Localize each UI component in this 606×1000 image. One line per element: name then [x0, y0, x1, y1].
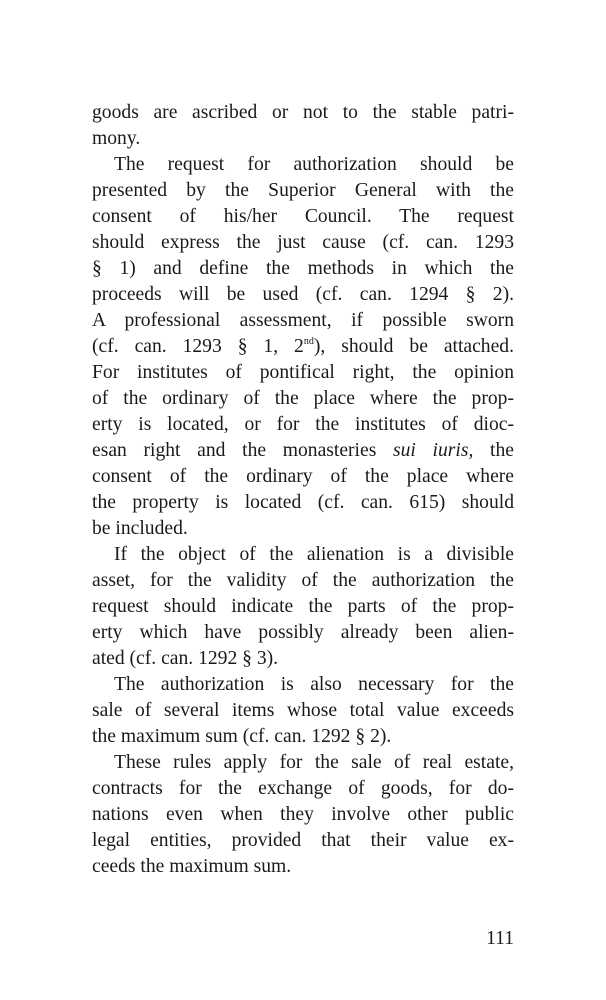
page-number: 111 [486, 928, 514, 949]
text-line [92, 516, 514, 542]
text-segment: presented by the Superior General with the [92, 180, 514, 201]
text-segment: request should indicate the parts of the prop- [92, 596, 514, 617]
text-segment: esan right and the monasteries [92, 440, 393, 461]
text-segment: These rules apply for the sale of real estate, [114, 752, 514, 773]
text-line [92, 100, 514, 126]
text-segment: contracts for the exchange of goods, for do- [92, 778, 514, 799]
text-line [92, 204, 514, 230]
text-line [92, 178, 514, 204]
text-segment: A professional assessment, if possible sworn [92, 310, 514, 331]
text-segment: nations even when they involve other public [92, 804, 514, 825]
text-segment: mony. [92, 128, 141, 149]
text-segment: goods are ascribed or not to the stable patri- [92, 102, 514, 123]
text-line [92, 308, 514, 334]
text-segment: be included. [92, 518, 188, 539]
text-line [92, 776, 514, 802]
text-segment: ated (cf. can. 1292 § 3). [92, 648, 279, 669]
text-line [92, 464, 514, 490]
text-segment: The authorization is also necessary for the [114, 674, 514, 695]
text-segment: the maximum sum (cf. can. 1292 § 2). [92, 726, 392, 747]
text-line [92, 542, 514, 568]
text-line [92, 724, 514, 750]
text-segment: the [473, 440, 514, 461]
text-segment: consent of the ordinary of the place where [92, 466, 514, 487]
text-segment: legal entities, provided that their value ex- [92, 830, 514, 851]
text-line [92, 568, 514, 594]
text-segment: ceeds the maximum sum. [92, 856, 292, 877]
text-line [92, 334, 514, 360]
text-segment: erty is located, or for the institutes of dioc- [92, 414, 514, 435]
body-text [92, 100, 514, 880]
text-line [92, 646, 514, 672]
text-line [92, 126, 514, 152]
text-segment: sale of several items whose total value exceeds [92, 700, 514, 721]
text-line [92, 438, 514, 464]
text-line [92, 282, 514, 308]
text-segment: erty which have possibly already been alien- [92, 622, 514, 643]
text-line [92, 412, 514, 438]
text-line [92, 672, 514, 698]
text-line [92, 620, 514, 646]
text-line [92, 490, 514, 516]
text-segment: should express the just cause (cf. can. 1293 [92, 232, 514, 253]
text-segment: For institutes of pontifical right, the opinion [92, 362, 514, 383]
text-line [92, 256, 514, 282]
text-line [92, 230, 514, 256]
text-line [92, 750, 514, 776]
text-line [92, 698, 514, 724]
text-line [92, 828, 514, 854]
superscript: nd [303, 336, 314, 347]
text-line [92, 854, 514, 880]
italic-text: sui iuris, [393, 440, 474, 461]
text-line [92, 386, 514, 412]
text-segment: proceeds will be used (cf. can. 1294 § 2). [92, 284, 514, 305]
text-segment: The request for authorization should be [114, 154, 514, 175]
text-line [92, 594, 514, 620]
text-segment: ), should be attached. [313, 336, 514, 357]
text-segment: asset, for the validity of the authorization the [92, 570, 514, 591]
text-segment: of the ordinary of the place where the prop- [92, 388, 514, 409]
text-line [92, 152, 514, 178]
text-segment: consent of his/her Council. The request [92, 206, 514, 227]
text-segment: (cf. can. 1293 § 1, 2 [92, 336, 304, 357]
text-line [92, 802, 514, 828]
text-segment: If the object of the alienation is a divisible [114, 544, 514, 565]
text-segment: § 1) and define the methods in which the [92, 258, 514, 279]
text-line [92, 360, 514, 386]
text-segment: the property is located (cf. can. 615) should [92, 492, 514, 513]
